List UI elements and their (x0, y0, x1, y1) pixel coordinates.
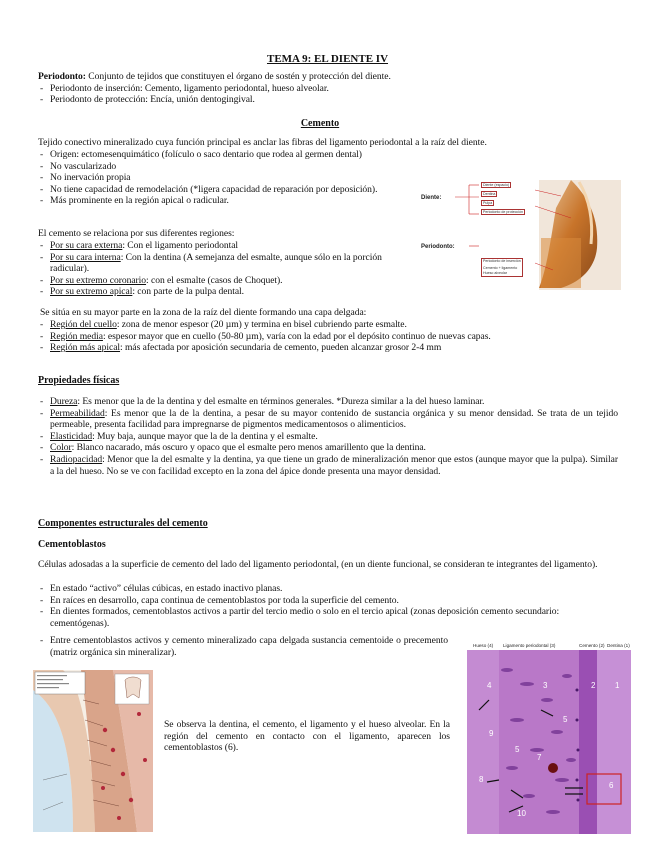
figure-box-periodonto-insercion: Periodonto de inserción Cemento + ligamento Hueso alveolar (483, 259, 521, 275)
figure-box-label: Pulpa (483, 201, 493, 205)
list-item: - En dientes formados, cementoblastos activos a partir del tercio medio o solo en el tercio apical (zonas deposición cemento secundario: cementógenas). (38, 606, 618, 629)
list-item: - Entre cementoblastos activos y cemento mineralizado capa delgada sustancia cementoide o precemento (matriz orgánica sin mineralizar). (38, 635, 448, 658)
histology-label: Dentina (1) (607, 643, 630, 648)
list-item: - En estado “activo” células cúbicas, en estado inactivo planas. (38, 583, 618, 595)
list-item: - Región más apical: más afectada por aposición secundaria de cemento, pueden alcanzar grosor 2-4 mm (38, 342, 618, 354)
periodonto-definition (38, 71, 618, 106)
list-item: - Por su extremo apical: con parte de la pulpa dental. (38, 286, 416, 298)
histology-number: 5 (563, 715, 568, 724)
list-item: - Permeabilidad: Es menor que la de la dentina, a pesar de su mayor contenido de sustancia orgánica y su menor densidad. Se trata de un tejido permeable, presenta facilidad para impregnarse de pigmentos medicamentosos o alimenticios. (38, 408, 618, 431)
list-item: - Más prominente en la región apical o radicular. (38, 195, 416, 207)
histology-number: 4 (487, 681, 492, 690)
histology-texture (467, 650, 631, 834)
figure-box-label: Dentina (483, 192, 496, 196)
tooth-figure (421, 178, 621, 290)
list-item: - Región del cuello: zona de menor espesor (20 µm) y termina en bisel cubriendo parte esmalte. (38, 319, 618, 331)
histology-number: 2 (591, 681, 596, 690)
histology-number: 7 (537, 753, 542, 762)
cementoblastos-list (38, 583, 618, 629)
histology-label: Ligamento periodontal (3) (503, 643, 556, 648)
list-item: - Por su cara interna: Con la dentina (A semejanza del esmalte, aunque sólo en la porción radicular). (38, 252, 416, 275)
list-item: - Dureza: Es menor que la de la dentina y del esmalte en términos generales. *Dureza similar a la del hueso laminar. (38, 396, 618, 408)
cemento-intro: Tejido conectivo mineralizado cuya función principal es anclar las fibras del ligamento periodontal a la raíz del diente. (38, 137, 487, 148)
list-item: - No tiene capacidad de remodelación (*ligera capacidad de reparación por deposición). (38, 184, 416, 196)
list-item: - Por su extremo coronario: con el esmalte (casos de Choquet). (38, 275, 416, 287)
cementoblastos-intro: Células adosadas a la superficie de cemento del lado del ligamento periodontal, (en un diente funcional, se consideran te integrantes del ligamento). (38, 559, 598, 570)
histology-number: 8 (479, 775, 484, 784)
componentes-heading: Componentes estructurales del cemento (38, 518, 208, 529)
page-title: TEMA 9: EL DIENTE IV (266, 53, 389, 65)
list-item: - Periodonto de protección: Encía, unión dentogingival. (38, 94, 618, 106)
list-item: - Origen: ectomesenquimático (folículo o saco dentario que rodea al germen dental) (38, 149, 416, 161)
list-item: - No inervación propia (38, 172, 416, 184)
figure-caption: Se observa la dentina, el cemento, el ligamento y el hueso alveolar. En la región del cemento en contacto con el ligamento, aparecen los cementoblastos (6). (164, 719, 450, 754)
periodontium-drawing (33, 670, 153, 832)
periodonto-text: Conjunto de tejidos que constituyen el órgano de sostén y protección del diente. (85, 71, 391, 82)
list-item: - Elasticidad: Muy baja, aunque mayor que la de la dentina y el esmalte. (38, 431, 618, 443)
relation-intro: El cemento se relaciona por sus diferentes regiones: (38, 228, 235, 239)
list-item: - Por su cara externa: Con el ligamento periodontal (38, 240, 416, 252)
cemento-list (38, 149, 416, 207)
figure-box-label: Diente (espacio) (483, 183, 510, 187)
histology-label: Hueso (4) (473, 643, 494, 648)
figure-box-label: Periodonto de protección (483, 210, 523, 214)
histology-number: 9 (489, 729, 494, 738)
cemento-heading: Cemento (300, 118, 340, 129)
list-item: - Región media: espesor mayor que en cuello (50-80 µm), varía con la edad por el depósito continuo de nuevas capas. (38, 331, 618, 343)
zone-intro: Se sitúa en su mayor parte en la zona de la raíz del diente formando una capa delgada: (40, 307, 367, 318)
figure-label-periodonto: Periodonto: (421, 244, 455, 250)
propiedades-list (38, 396, 618, 477)
histology-number: 3 (543, 681, 548, 690)
periodontium-illustration (33, 670, 153, 832)
zone-list (38, 319, 618, 354)
list-item: - Radiopacidad: Menor que la del esmalte y la dentina, ya que tiene un grado de mineralización menor que estos (aunque mayor que la pulpa). Similar a la del hueso. No se ve con facilidad excepto en la zona del ápice donde presenta una mayor densidad. (38, 454, 618, 477)
histology-number: 5 (515, 745, 520, 754)
histology-label: Cemento (2) (579, 643, 605, 648)
list-item: - Periodonto de inserción: Cemento, ligamento periodontal, hueso alveolar. (38, 83, 618, 95)
cementoblastos-list-2 (38, 635, 448, 658)
list-item: - Color: Blanco nacarado, más oscuro y opaco que el esmalte pero menos amarillento que la dentina. (38, 442, 618, 454)
histology-number: 6 (609, 781, 614, 790)
relation-list (38, 240, 416, 298)
periodonto-label: Periodonto: (38, 71, 86, 82)
list-item: - En raíces en desarrollo, capa continua de cementoblastos por toda la superficie del cemento. (38, 595, 618, 607)
figure-label-diente: Diente: (421, 195, 442, 201)
histology-micrograph (467, 641, 631, 834)
histology-number: 10 (517, 809, 526, 818)
list-item: - No vascularizado (38, 161, 416, 173)
propiedades-heading: Propiedades físicas (38, 375, 120, 386)
cementoblastos-heading: Cementoblastos (38, 539, 106, 550)
histology-number: 1 (615, 681, 620, 690)
